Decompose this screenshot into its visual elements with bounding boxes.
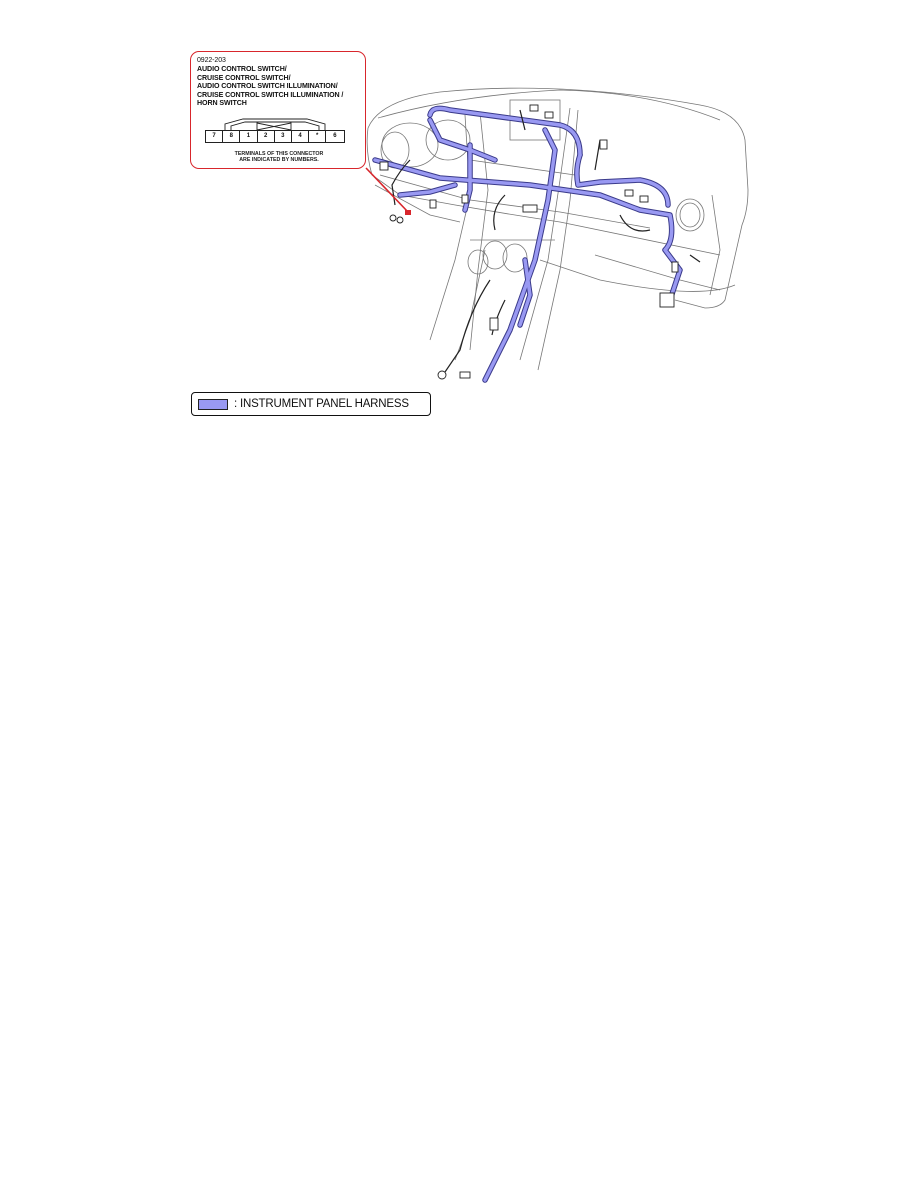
harness-color-swatch (198, 399, 228, 410)
legend-label: : INSTRUMENT PANEL HARNESS (234, 398, 409, 410)
terminal-pin: * (309, 131, 326, 142)
callout-line-5: HORN SWITCH (197, 99, 247, 108)
legend (191, 392, 431, 416)
terminal-note-line-1: TERMINALS OF THIS CONNECTOR (234, 151, 324, 157)
terminal-pin: 3 (275, 131, 292, 142)
terminal-pin: 2 (258, 131, 275, 142)
terminal-row (205, 130, 345, 143)
terminal-pin: 7 (206, 131, 223, 142)
terminal-pin: 4 (292, 131, 309, 142)
callout-leader-line (366, 168, 408, 212)
connector-code: 0922-203 (197, 57, 226, 64)
terminal-note-line-2: ARE INDICATED BY NUMBERS. (239, 157, 319, 163)
callout-line-1: AUDIO CONTROL SWITCH/ (197, 65, 287, 74)
highlighted-connector (405, 210, 411, 215)
callout-line-3: AUDIO CONTROL SWITCH ILLUMINATION/ (197, 82, 338, 91)
connector-face-diagram (205, 118, 353, 148)
terminal-pin: 8 (223, 131, 240, 142)
callout-line-4: CRUISE CONTROL SWITCH ILLUMINATION / (197, 90, 344, 99)
terminal-pin: 1 (240, 131, 257, 142)
terminal-pin: 6 (333, 133, 337, 139)
connector-callout (190, 51, 366, 169)
callout-line-2: CRUISE CONTROL SWITCH/ (197, 73, 291, 82)
